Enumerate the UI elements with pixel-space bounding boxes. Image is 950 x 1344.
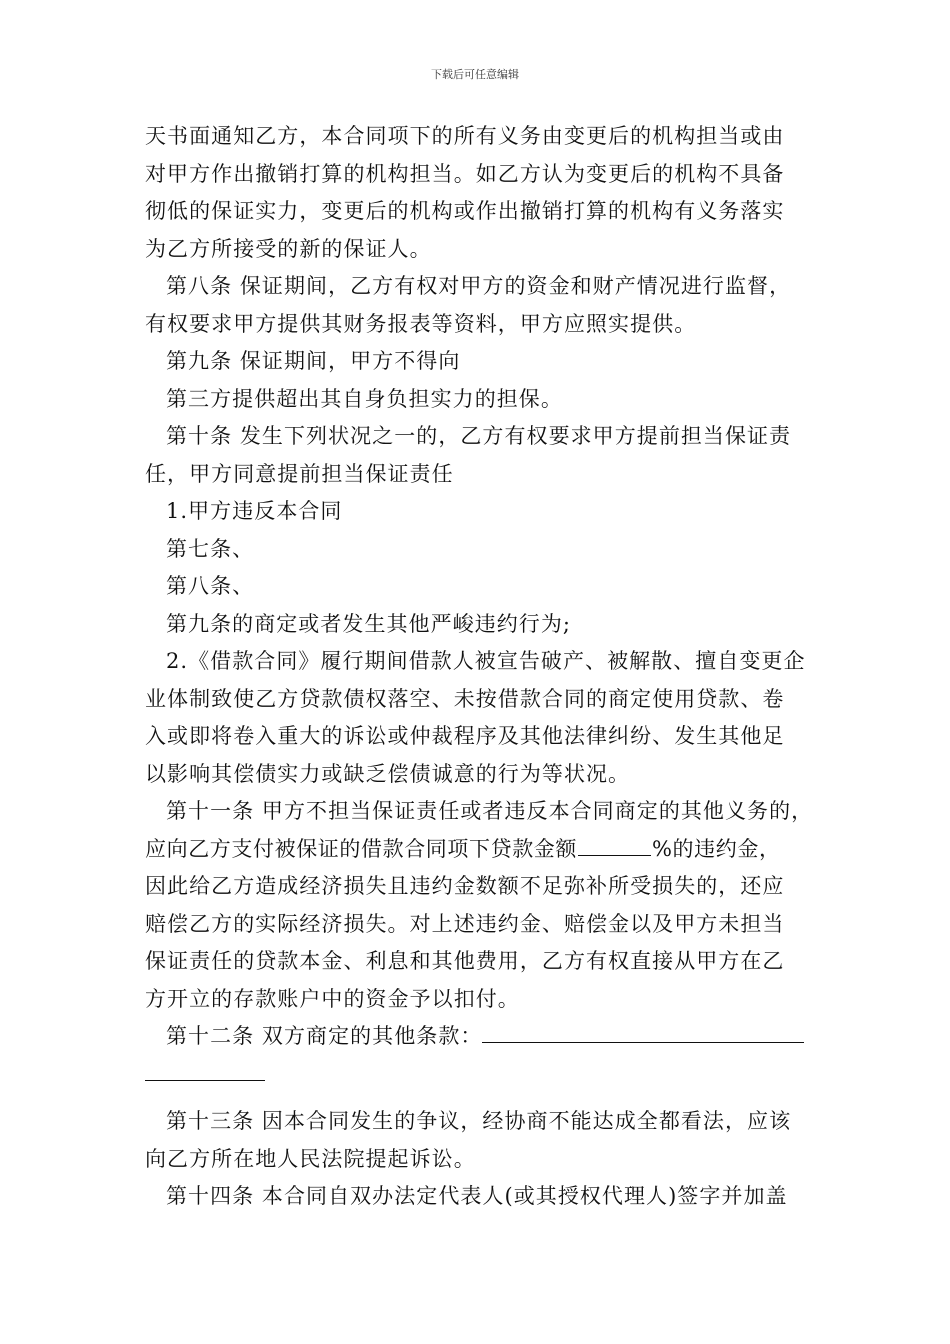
article-13-line: 第十三条 因本合同发生的争议，经协商不能达成全都看法，应该 — [166, 1109, 792, 1133]
article-10-item-1: 1.甲方违反本合同 — [166, 499, 343, 523]
article-9-line: 第九条 保证期间，甲方不得向 — [166, 349, 461, 373]
article-11-line: 保证责任的贷款本金、利息和其他费用，乙方有权直接从甲方在乙 — [145, 949, 785, 973]
article-11-line: 第十一条 甲方不担当保证责任或者违反本合同商定的其他义务的， — [166, 799, 814, 823]
article-9-line: 第三方提供超出其自身负担实力的担保。 — [166, 386, 563, 411]
article-10-line: 第十条 发生下列状况之一的，乙方有权要求甲方提前担当保证责 — [166, 424, 792, 448]
article-10-item-2: 以影响其偿债实力或缺乏偿债诚意的行为等状况。 — [145, 761, 631, 786]
article-14-line: 第十四条 本合同自双办法定代表人(或其授权代理人)签字并加盖 — [166, 1184, 788, 1208]
article-12-line — [145, 1018, 810, 1056]
article-10-item-2: 2.《借款合同》履行期间借款人被宣告破产、被解散、擅自变更企 — [166, 649, 806, 673]
article-11-line: 方开立的存款账户中的资金予以扣付。 — [145, 986, 520, 1011]
article-12-text: 第十二条 双方商定的其他条款： — [166, 1024, 483, 1048]
blank-line — [145, 1060, 265, 1081]
article-11-line — [145, 831, 810, 869]
article-10-item-1: 第八条、 — [166, 574, 255, 598]
article-12-blank — [145, 1056, 810, 1094]
article-13-line: 向乙方所在地人民法院提起诉讼。 — [145, 1146, 476, 1171]
document-body — [145, 118, 814, 1216]
article-11-line: 因此给乙方造成经济损失且违约金数额不足弥补所受损失的，还应 — [145, 874, 785, 898]
page-header: 下载后可任意编辑 — [431, 68, 519, 81]
article-10-item-1: 第九条的商定或者发生其他严峻违约行为; — [166, 611, 572, 636]
spacer — [145, 1093, 810, 1103]
paragraph-line: 天书面通知乙方，本合同项下的所有义务由变更后的机构担当或由 — [145, 124, 785, 148]
paragraph-line: 对甲方作出撤销打算的机构担当。如乙方认为变更后的机构不具备 — [145, 161, 785, 186]
article-11-line: 赔偿乙方的实际经济损失。对上述违约金、赔偿金以及甲方未担当 — [145, 911, 785, 936]
article-10-item-1: 第七条、 — [166, 536, 255, 561]
article-11-text: %的违约金， — [652, 836, 781, 861]
article-8-line: 有权要求甲方提供其财务报表等资料，甲方应照实提供。 — [145, 311, 697, 336]
paragraph-line: 彻低的保证实力，变更后的机构或作出撤销打算的机构有义务落实 — [145, 199, 785, 223]
article-10-item-2: 入或即将卷入重大的诉讼或仲裁程序及其他法律纠纷、发生其他足 — [145, 724, 785, 748]
blank-line — [482, 1022, 804, 1043]
article-11-text: 应向乙方支付被保证的借款合同项下贷款金额 — [145, 836, 577, 861]
blank-line — [578, 835, 651, 856]
article-10-item-2: 业体制致使乙方贷款债权落空、未按借款合同的商定使用贷款、卷 — [145, 686, 785, 711]
article-8-line: 第八条 保证期间，乙方有权对甲方的资金和财产情况进行监督， — [166, 274, 792, 298]
article-10-line: 任，甲方同意提前担当保证责任 — [145, 461, 454, 486]
paragraph-line: 为乙方所接受的新的保证人。 — [145, 236, 432, 261]
